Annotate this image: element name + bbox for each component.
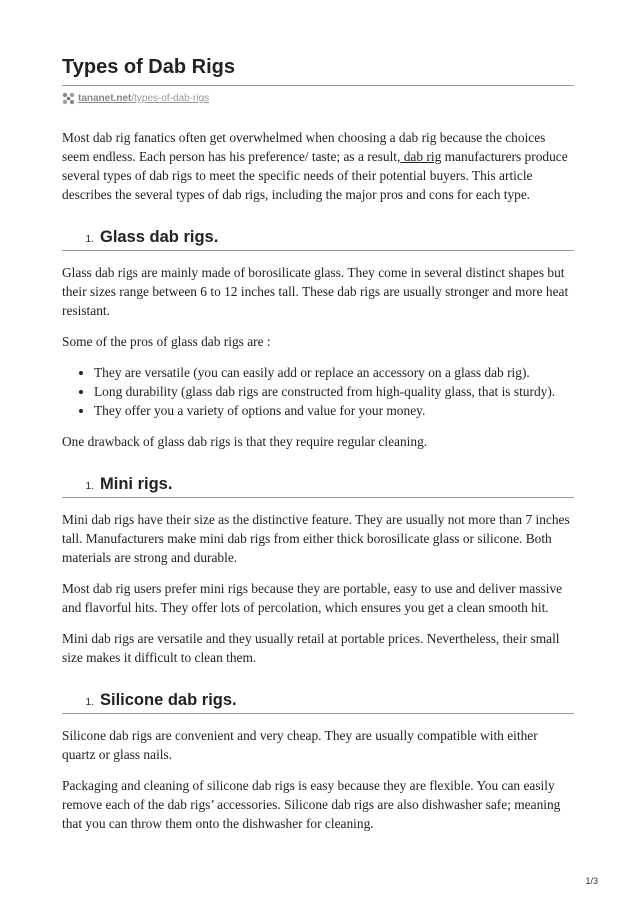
list-item: • They offer you a variety of options and value for your money. <box>94 401 574 420</box>
site-logo-icon <box>62 92 75 105</box>
dab-rig-link[interactable]: dab rig <box>400 149 442 164</box>
paragraph: Some of the pros of glass dab rigs are : <box>62 334 271 349</box>
paragraph: Glass dab rigs are mainly made of borosilicate glass. They come in several distinct shapes but their sizes range between 6 to 12 inches tall. These dab rigs are usually stronger and more heat resistant. <box>62 265 569 318</box>
intro-text-after: manufacturers produce several types of dab rigs to meet the specific needs of their potential buyers. This article describes the several types of dab rigs, including the major pros and cons for each type. <box>62 149 568 202</box>
section-heading-glass <box>62 228 574 251</box>
section-title: Silicone dab rigs. <box>100 691 237 709</box>
source-domain: tananet.net <box>78 93 132 104</box>
section-title: Glass dab rigs. <box>100 228 219 246</box>
section-number: 1. <box>85 481 94 492</box>
paragraph: Mini dab rigs have their size as the distinctive feature. They are usually not more than 7 inches tall. Manufacturers make mini dab rigs from either thick borosilicate glass or silicone. Both materials are strong and durable. <box>62 512 570 565</box>
paragraph: Mini dab rigs are versatile and they usually retail at portable prices. Nevertheless, their small size makes it difficult to clean them. <box>62 631 560 665</box>
section-heading-silicone <box>62 691 574 714</box>
paragraph: Packaging and cleaning of silicone dab rigs is easy because they are flexible. You can easily remove each of the dab rigs’ accessories. Silicone dab rigs are also dishwasher safe; meaning that you can throw them onto the dishwasher for cleaning. <box>62 778 561 831</box>
paragraph: One drawback of glass dab rigs is that they require regular cleaning. <box>62 434 428 449</box>
source-link[interactable] <box>78 93 209 104</box>
page-title: Types of Dab Rigs <box>62 56 574 86</box>
list-item: • Long durability (glass dab rigs are constructed from high-quality glass, that is sturdy). <box>94 382 574 401</box>
section-number: 1. <box>85 697 94 708</box>
source-line <box>62 92 574 105</box>
list-item: • They are versatile (you can easily add or replace an accessory on a glass dab rig). <box>94 363 574 382</box>
pros-list <box>62 363 574 420</box>
source-path: /types-of-dab-rigs <box>131 93 210 104</box>
section-number: 1. <box>85 234 94 245</box>
intro-paragraph <box>62 128 574 204</box>
paragraph: Silicone dab rigs are convenient and very cheap. They are usually compatible with either quartz or glass nails. <box>62 728 538 762</box>
section-heading-mini <box>62 475 574 498</box>
document-page <box>62 56 574 845</box>
paragraph: Most dab rig users prefer mini rigs because they are portable, easy to use and deliver massive and flavorful hits. They offer lots of percolation, which ensures you get a clean smooth hit. <box>62 581 563 615</box>
page-number: 1/3 <box>585 876 598 886</box>
section-title: Mini rigs. <box>100 475 173 493</box>
intro-text-before: Most dab rig fanatics often get overwhelmed when choosing a dab rig because the choices seem endless. Each person has his preference/ taste; as a result, <box>62 130 546 164</box>
